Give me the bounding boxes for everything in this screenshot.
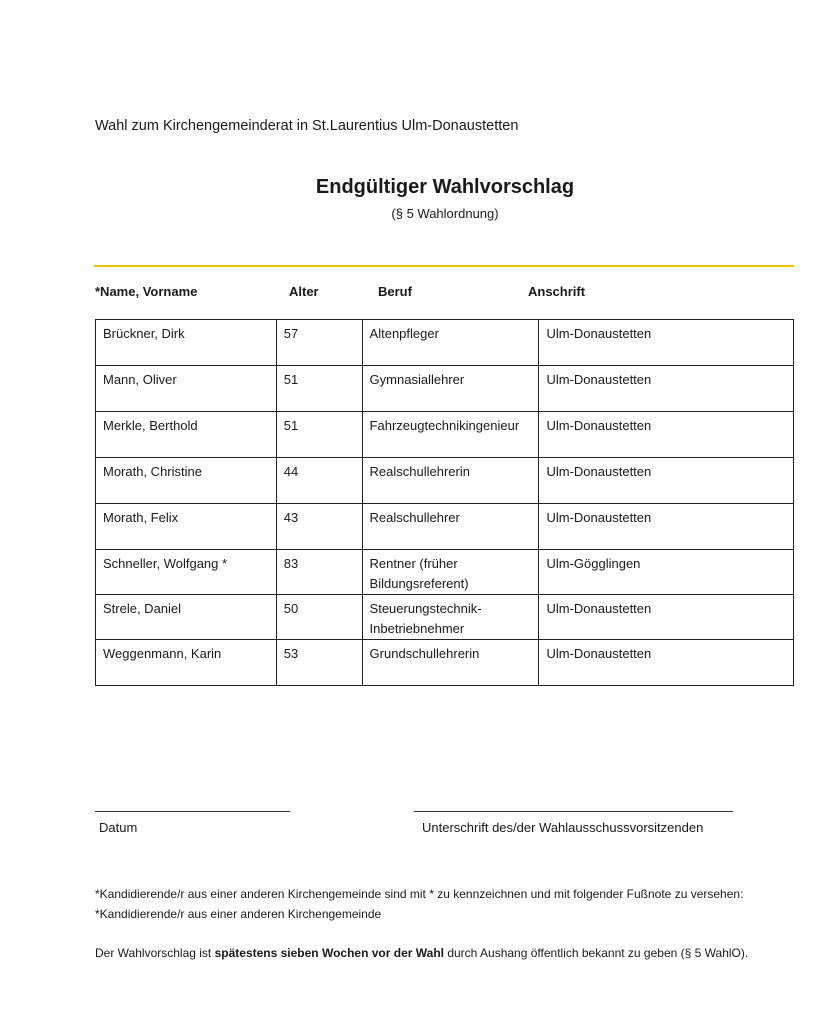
candidate-age: 44 (276, 458, 362, 504)
candidate-job: Grundschullehrerin (362, 640, 539, 686)
table-row (96, 320, 794, 366)
publication-notice (95, 946, 748, 960)
candidate-name: Weggenmann, Karin (96, 640, 277, 686)
table-row (96, 458, 794, 504)
candidate-table (95, 319, 794, 686)
candidate-name: Brückner, Dirk (96, 320, 277, 366)
column-header-address: Anschrift (528, 284, 586, 299)
candidate-job: Rentner (früher Bildungsreferent) (362, 550, 539, 595)
yellow-divider (94, 265, 794, 267)
candidate-age: 53 (276, 640, 362, 686)
election-title: Wahl zum Kirchengemeinderat in St.Laurentius Ulm-Donaustetten (95, 118, 519, 134)
publication-text-start: Der Wahlvorschlag ist (95, 946, 215, 960)
table-row (96, 550, 794, 595)
candidate-age: 51 (276, 366, 362, 412)
candidate-name: Mann, Oliver (96, 366, 277, 412)
candidate-address: Ulm-Donaustetten (539, 412, 794, 458)
footnote-instruction: *Kandidierende/r aus einer anderen Kirchengemeinde sind mit * zu kennzeichnen und mit folgender Fußnote zu versehen: (95, 887, 744, 901)
candidate-name: Schneller, Wolfgang * (96, 550, 277, 595)
chair-signature-line (414, 811, 733, 812)
signature-label: Unterschrift des/der Wahlausschussvorsitzenden (422, 820, 704, 835)
table-row (96, 504, 794, 550)
candidate-address: Ulm-Donaustetten (539, 595, 794, 640)
candidate-job: Fahrzeugtechnikingenieur (362, 412, 539, 458)
candidate-name: Merkle, Berthold (96, 412, 277, 458)
footnote-example: *Kandidierende/r aus einer anderen Kirchengemeinde (95, 907, 382, 921)
page-title: Endgültiger Wahlvorschlag (315, 176, 575, 198)
candidate-address: Ulm-Donaustetten (539, 640, 794, 686)
publication-text-end: durch Aushang öffentlich bekannt zu geben (§ 5 WahlO). (444, 946, 749, 960)
candidate-address: Ulm-Donaustetten (539, 320, 794, 366)
column-header-age: Alter (289, 284, 319, 299)
date-signature-line (95, 811, 290, 812)
candidate-name: Morath, Felix (96, 504, 277, 550)
page-subtitle: (§ 5 Wahlordnung) (391, 206, 499, 221)
candidate-age: 83 (276, 550, 362, 595)
candidate-address: Ulm-Gögglingen (539, 550, 794, 595)
candidate-name: Strele, Daniel (96, 595, 277, 640)
candidate-age: 43 (276, 504, 362, 550)
column-header-job: Beruf (378, 284, 412, 299)
candidate-name: Morath, Christine (96, 458, 277, 504)
table-row (96, 412, 794, 458)
candidate-age: 57 (276, 320, 362, 366)
candidate-address: Ulm-Donaustetten (539, 366, 794, 412)
table-row (96, 366, 794, 412)
column-header-name: *Name, Vorname (95, 284, 198, 299)
candidate-address: Ulm-Donaustetten (539, 458, 794, 504)
candidate-address: Ulm-Donaustetten (539, 504, 794, 550)
candidate-job: Gymnasiallehrer (362, 366, 539, 412)
publication-deadline: spätestens sieben Wochen vor der Wahl (214, 946, 444, 960)
candidate-job: Altenpfleger (362, 320, 539, 366)
candidate-age: 51 (276, 412, 362, 458)
table-row (96, 595, 794, 640)
candidate-job: Realschullehrer (362, 504, 539, 550)
candidate-job: Realschullehrerin (362, 458, 539, 504)
candidate-job: Steuerungstechnik-Inbetriebnehmer (362, 595, 539, 640)
candidate-age: 50 (276, 595, 362, 640)
date-label: Datum (99, 820, 138, 835)
table-row (96, 640, 794, 686)
